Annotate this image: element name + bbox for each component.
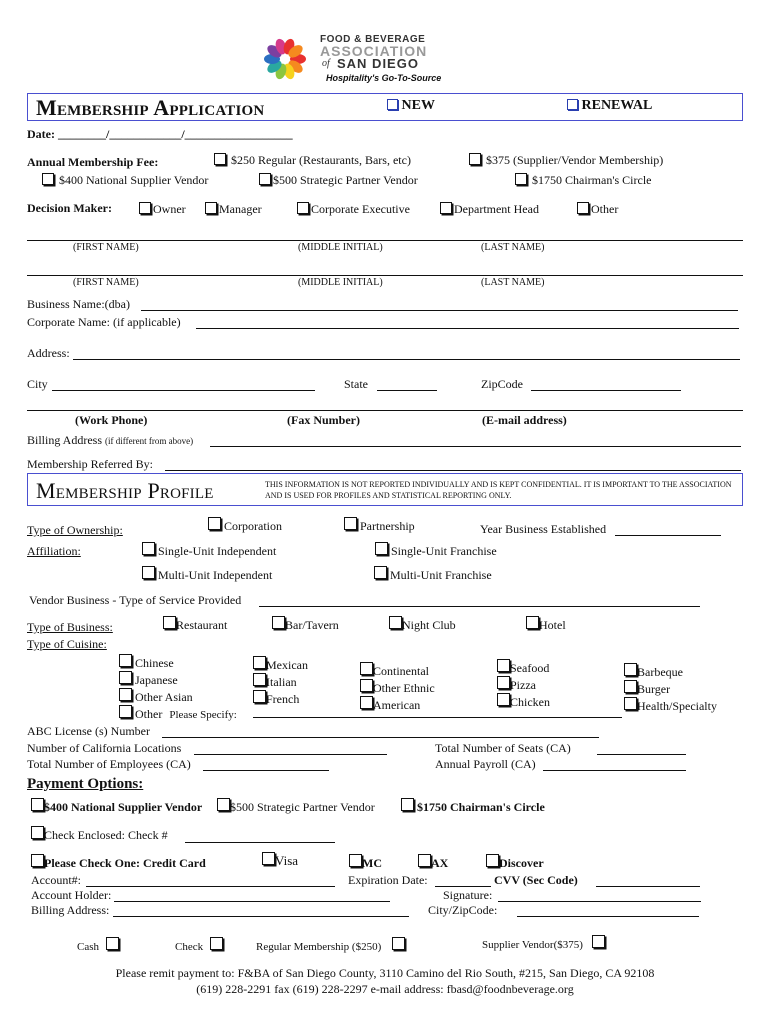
partnership-checkbox[interactable] — [344, 517, 357, 530]
visa-option[interactable] — [262, 852, 298, 869]
pay-400-label: $400 National Supplier Vendor — [44, 800, 203, 814]
cuisine-continental[interactable] — [360, 662, 435, 679]
multi-independent-label: Multi-Unit Independent — [158, 568, 273, 582]
supplier-vendor-checkbox[interactable] — [592, 935, 605, 948]
business-name-field[interactable] — [141, 310, 738, 311]
hotel-option[interactable] — [526, 616, 566, 633]
ca-locations-label: Number of California Locations — [27, 741, 182, 755]
cuisine-french[interactable] — [253, 690, 308, 707]
pay-400-option[interactable] — [31, 798, 202, 815]
new-option[interactable] — [387, 98, 435, 114]
address-label: Address: — [27, 346, 70, 360]
pay-1750-option[interactable] — [401, 798, 545, 815]
fee-250-checkbox[interactable] — [214, 153, 226, 165]
phone-line[interactable] — [27, 410, 743, 411]
middle-initial-label-2: (MIDDLE INITIAL) — [298, 277, 383, 288]
billing-pay-label: Billing Address: — [31, 903, 110, 917]
annual-payroll-label: Annual Payroll (CA) — [435, 757, 536, 771]
cuisine-col4 — [497, 659, 550, 710]
cuisine-other-ethnic[interactable] — [360, 679, 435, 696]
fee-400-option[interactable] — [42, 173, 208, 188]
cuisine-other-asian[interactable] — [119, 688, 237, 705]
page-title: Membership Application — [36, 95, 265, 120]
seafood-checkbox[interactable] — [497, 659, 510, 672]
billing-note: (if different from above) — [105, 436, 194, 446]
signature-field[interactable] — [498, 901, 701, 902]
cuisine-chinese[interactable] — [119, 654, 237, 671]
credit-card-checkbox[interactable] — [31, 854, 44, 867]
single-franchise-checkbox[interactable] — [375, 542, 388, 555]
check-option[interactable] — [175, 937, 223, 953]
pizza-label: Pizza — [510, 678, 536, 692]
new-checkbox[interactable] — [387, 99, 398, 110]
fee-400-label: $400 National Supplier Vendor — [59, 173, 209, 187]
logo-line2: ASSOCIATION — [320, 43, 428, 59]
city-field[interactable] — [52, 390, 315, 391]
other-ethnic-label: Other Ethnic — [373, 681, 435, 695]
fax-number-label: (Fax Number) — [287, 413, 360, 427]
footer-line1: Please remit payment to: F&BA of San Diego County, 3110 Camino del Rio South, #215, San Diego, CA 92108 — [115, 966, 655, 980]
billing-pay-field[interactable] — [113, 916, 409, 917]
new-label: NEW — [401, 98, 435, 113]
chicken-checkbox[interactable] — [497, 693, 510, 706]
pay-1750-checkbox[interactable] — [401, 798, 414, 811]
vendor-business-label: Vendor Business - Type of Service Provided — [29, 593, 242, 607]
health-checkbox[interactable] — [624, 697, 637, 710]
ax-label: AX — [431, 856, 449, 870]
pizza-checkbox[interactable] — [497, 676, 510, 689]
partnership-option[interactable] — [344, 517, 415, 534]
logo-line3: SAN DIEGO — [337, 56, 419, 71]
italian-label: Italian — [266, 675, 297, 689]
ax-option[interactable] — [418, 854, 448, 871]
total-employees-field[interactable] — [203, 770, 329, 771]
burger-checkbox[interactable] — [624, 680, 637, 693]
regular-membership-checkbox[interactable] — [392, 937, 405, 950]
manager-label: Manager — [219, 202, 262, 216]
city-zip-field[interactable] — [517, 916, 699, 917]
cvv-label: CVV (Sec Code) — [494, 873, 578, 887]
hotel-checkbox[interactable] — [526, 616, 539, 629]
american-checkbox[interactable] — [360, 696, 373, 709]
american-label: American — [373, 698, 421, 712]
renewal-checkbox[interactable] — [567, 99, 578, 110]
barbeque-label: Barbeque — [637, 665, 683, 679]
corporation-checkbox[interactable] — [208, 517, 221, 530]
discover-checkbox[interactable] — [486, 854, 499, 867]
supplier-vendor-option[interactable] — [482, 935, 605, 951]
holder-field[interactable] — [114, 901, 390, 902]
footer-line2: (619) 228-2291 fax (619) 228-2297 e-mail address: fbasd@foodnbeverage.org — [196, 982, 574, 996]
holder-label: Account Holder: — [31, 888, 112, 902]
cuisine-american[interactable] — [360, 696, 435, 713]
email-label: (E-mail address) — [482, 413, 567, 427]
expiration-label: Expiration Date: — [348, 873, 428, 887]
department-head-checkbox[interactable] — [440, 202, 452, 214]
cuisine-health[interactable] — [624, 697, 717, 714]
name-line-2[interactable] — [27, 275, 743, 276]
regular-membership-option[interactable] — [256, 937, 405, 953]
ax-checkbox[interactable] — [418, 854, 431, 867]
burger-label: Burger — [637, 682, 671, 696]
fee-500-label: $500 Strategic Partner Vendor — [273, 173, 418, 187]
corporation-label: Corporation — [224, 519, 282, 533]
referred-by-field[interactable] — [165, 470, 741, 471]
cvv-field[interactable] — [596, 886, 700, 887]
decision-other-option[interactable] — [577, 202, 618, 217]
cuisine-label: Type of Cuisine: — [27, 637, 107, 651]
first-name-label-2: (FIRST NAME) — [73, 277, 139, 288]
mexican-checkbox[interactable] — [253, 656, 266, 669]
state-label: State — [344, 377, 368, 391]
chinese-checkbox[interactable] — [119, 654, 132, 667]
decision-other-checkbox[interactable] — [577, 202, 589, 214]
pay-500-checkbox[interactable] — [217, 798, 230, 811]
corporate-exec-option[interactable] — [297, 202, 410, 217]
work-phone-label: (Work Phone) — [75, 413, 148, 427]
cuisine-col3 — [360, 662, 435, 713]
account-field[interactable] — [86, 886, 335, 887]
department-head-label: Department Head — [454, 202, 539, 216]
other-asian-label: Other Asian — [135, 690, 193, 704]
logo-line1: FOOD & BEVERAGE — [320, 34, 426, 45]
confidential-note: THIS INFORMATION IS NOT REPORTED INDIVIDUALLY AND IS KEPT CONFIDENTIAL. IT IS IMPORTANT TO THE ASSOCIATION AND IS USED FOR PROFILES AND STATISTICAL REPORTING ONLY. — [265, 480, 732, 500]
cash-checkbox[interactable] — [106, 937, 119, 950]
restaurant-checkbox[interactable] — [163, 616, 176, 629]
fee-1750-option[interactable] — [515, 173, 651, 188]
total-seats-label: Total Number of Seats (CA) — [435, 741, 571, 755]
health-label: Health/Specialty — [637, 699, 717, 713]
fee-250-option[interactable] — [214, 153, 411, 168]
please-specify-field[interactable] — [253, 717, 622, 718]
billing-address-field[interactable] — [210, 446, 741, 447]
mexican-label: Mexican — [266, 658, 308, 672]
renewal-label: RENEWAL — [581, 98, 653, 113]
business-name-label: Business Name:(dba) — [27, 297, 130, 311]
logo-tagline: Hospitality's Go-To-Source — [326, 73, 442, 83]
middle-initial-label: (MIDDLE INITIAL) — [298, 242, 383, 253]
cuisine-col1 — [119, 654, 237, 723]
pay-500-option[interactable] — [217, 798, 375, 815]
fee-375-label: $375 (Supplier/Vendor Membership) — [486, 153, 664, 167]
single-franchise-option[interactable] — [375, 542, 497, 559]
japanese-checkbox[interactable] — [119, 671, 132, 684]
corporate-exec-checkbox[interactable] — [297, 202, 309, 214]
check-enclosed-label: Check Enclosed: Check # — [44, 828, 168, 842]
year-established-field[interactable] — [615, 535, 721, 536]
last-name-label-2: (LAST NAME) — [481, 277, 545, 288]
cuisine-other-label: Other — [135, 707, 163, 721]
cuisine-barbeque[interactable] — [624, 663, 717, 680]
signature-label: Signature: — [443, 888, 493, 902]
credit-card-option[interactable] — [31, 854, 206, 871]
decision-label: Decision Maker: — [27, 201, 112, 215]
check-label: Check — [175, 941, 204, 953]
zip-label: ZipCode — [481, 377, 523, 391]
please-specify-label: Please Specify: — [169, 709, 237, 721]
visa-label: Visa — [275, 853, 299, 868]
fee-1750-checkbox[interactable] — [515, 173, 527, 185]
partnership-label: Partnership — [360, 519, 415, 533]
fee-375-checkbox[interactable] — [469, 153, 481, 165]
multi-franchise-option[interactable] — [374, 566, 492, 583]
fee-400-checkbox[interactable] — [42, 173, 54, 185]
cuisine-mexican[interactable] — [253, 656, 308, 673]
single-franchise-label: Single-Unit Franchise — [391, 544, 497, 558]
check-enclosed-option[interactable] — [31, 826, 168, 843]
mc-label: MC — [362, 856, 382, 870]
fee-250-label: $250 Regular (Restaurants, Bars, etc) — [231, 153, 411, 167]
bar-option[interactable] — [272, 616, 339, 633]
billing-address-text: Billing Address — [27, 433, 103, 447]
state-field[interactable] — [377, 390, 437, 391]
single-independent-checkbox[interactable] — [142, 542, 155, 555]
regular-membership-label: Regular Membership ($250) — [256, 941, 382, 953]
referred-by-label: Membership Referred By: — [27, 457, 153, 471]
name-line-1[interactable] — [27, 240, 743, 241]
other-asian-checkbox[interactable] — [119, 688, 132, 701]
night-club-checkbox[interactable] — [389, 616, 402, 629]
owner-label: Owner — [153, 202, 186, 216]
visa-checkbox[interactable] — [262, 852, 275, 865]
billing-address-label — [27, 433, 193, 448]
address-field[interactable] — [73, 359, 740, 360]
mc-checkbox[interactable] — [349, 854, 362, 867]
multi-franchise-checkbox[interactable] — [374, 566, 387, 579]
multi-independent-option[interactable] — [142, 566, 272, 583]
check-number-field[interactable] — [185, 842, 335, 843]
affiliation-label: Affiliation: — [27, 544, 81, 558]
fee-500-checkbox[interactable] — [259, 173, 271, 185]
fee-500-option[interactable] — [259, 173, 418, 188]
owner-checkbox[interactable] — [139, 202, 151, 214]
vendor-business-field[interactable] — [259, 606, 700, 607]
pay-1750-label: $1750 Chairman's Circle — [417, 800, 545, 814]
seafood-label: Seafood — [510, 661, 550, 675]
date-field[interactable]: Date: ________/____________/__________________ — [27, 127, 293, 141]
account-label: Account#: — [31, 873, 81, 887]
cuisine-seafood[interactable] — [497, 659, 550, 676]
restaurant-label: Restaurant — [176, 618, 228, 632]
expiration-field[interactable] — [435, 886, 491, 887]
city-zip-label: City/ZipCode: — [428, 903, 498, 917]
cuisine-col5 — [624, 663, 717, 714]
manager-checkbox[interactable] — [205, 202, 217, 214]
cuisine-burger[interactable] — [624, 680, 717, 697]
ownership-label: Type of Ownership: — [27, 523, 123, 537]
chinese-label: Chinese — [135, 656, 174, 670]
fee-label: Annual Membership Fee: — [27, 155, 159, 169]
corporate-exec-label: Corporate Executive — [311, 202, 410, 216]
bar-label: Bar/Tavern — [285, 618, 339, 632]
restaurant-option[interactable] — [163, 616, 227, 633]
corporate-name-label: Corporate Name: (if applicable) — [27, 315, 181, 329]
multi-franchise-label: Multi-Unit Franchise — [390, 568, 492, 582]
continental-label: Continental — [373, 664, 429, 678]
cuisine-italian[interactable] — [253, 673, 308, 690]
single-independent-option[interactable] — [142, 542, 276, 559]
annual-payroll-field[interactable] — [543, 770, 686, 771]
payment-title: Payment Options: — [27, 776, 144, 792]
cash-label: Cash — [77, 941, 99, 953]
abc-license-field[interactable] — [162, 737, 599, 738]
city-label: City — [27, 377, 48, 391]
cuisine-pizza[interactable] — [497, 676, 550, 693]
last-name-label: (LAST NAME) — [481, 242, 545, 253]
fee-1750-label: $1750 Chairman's Circle — [532, 173, 652, 187]
hotel-label: Hotel — [539, 618, 566, 632]
cuisine-chicken[interactable] — [497, 693, 550, 710]
check-checkbox[interactable] — [210, 937, 223, 950]
pay-500-label: $500 Strategic Partner Vendor — [230, 800, 375, 814]
manager-option[interactable] — [205, 202, 262, 217]
other-ethnic-checkbox[interactable] — [360, 679, 373, 692]
department-head-option[interactable] — [440, 202, 539, 217]
flower-logo-icon — [262, 34, 308, 84]
owner-option[interactable] — [139, 202, 186, 217]
italian-checkbox[interactable] — [253, 673, 266, 686]
bar-checkbox[interactable] — [272, 616, 285, 629]
mc-option[interactable] — [349, 854, 382, 871]
pay-400-checkbox[interactable] — [31, 798, 44, 811]
abc-license-label: ABC License (s) Number — [27, 724, 150, 738]
continental-checkbox[interactable] — [360, 662, 373, 675]
renewal-option[interactable] — [567, 98, 652, 114]
corporate-name-field[interactable] — [196, 328, 739, 329]
supplier-vendor-label: Supplier Vendor($375) — [482, 939, 583, 951]
japanese-label: Japanese — [135, 673, 178, 687]
logo-of: of — [322, 58, 330, 69]
night-club-option[interactable] — [389, 616, 456, 633]
profile-title: Membership Profile — [36, 478, 214, 503]
cuisine-other[interactable] — [119, 705, 237, 723]
cuisine-japanese[interactable] — [119, 671, 237, 688]
cuisine-other-checkbox[interactable] — [119, 705, 132, 718]
discover-option[interactable] — [486, 854, 544, 871]
business-type-label: Type of Business: — [27, 620, 113, 634]
corporation-option[interactable] — [208, 517, 282, 534]
check-enclosed-checkbox[interactable] — [31, 826, 44, 839]
zip-field[interactable] — [531, 390, 681, 391]
barbeque-checkbox[interactable] — [624, 663, 637, 676]
first-name-label: (FIRST NAME) — [73, 242, 139, 253]
french-checkbox[interactable] — [253, 690, 266, 703]
cash-option[interactable] — [77, 937, 119, 953]
single-independent-label: Single-Unit Independent — [158, 544, 277, 558]
ca-locations-field[interactable] — [194, 754, 387, 755]
cuisine-col2 — [253, 656, 308, 707]
french-label: French — [266, 692, 300, 706]
chicken-label: Chicken — [510, 695, 550, 709]
multi-independent-checkbox[interactable] — [142, 566, 155, 579]
night-club-label: Night Club — [402, 618, 456, 632]
credit-card-label: Please Check One: Credit Card — [44, 856, 206, 870]
total-employees-label: Total Number of Employees (CA) — [27, 757, 191, 771]
total-seats-field[interactable] — [597, 754, 686, 755]
year-established-label: Year Business Established — [480, 522, 607, 536]
decision-other-label: Other — [591, 202, 619, 216]
discover-label: Discover — [499, 856, 544, 870]
fee-375-option[interactable] — [469, 153, 663, 168]
